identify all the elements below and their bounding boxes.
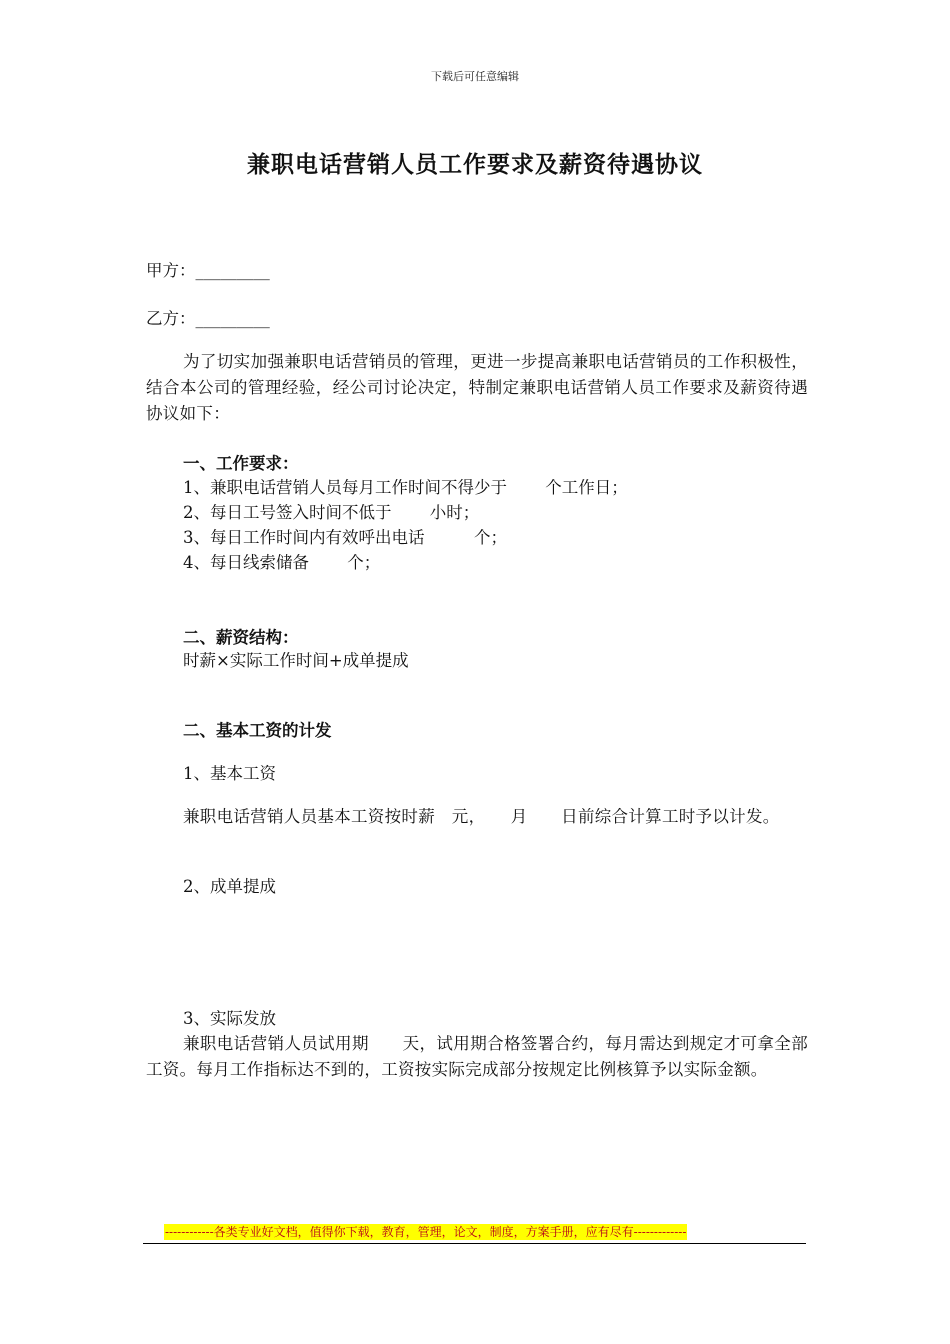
requirement-item: 4、每日线索储备 个； [183, 553, 381, 572]
section-work-requirements-heading: 一、工作要求： [183, 454, 299, 473]
intro-paragraph: 为了切实加强兼职电话营销员的管理，更进一步提高兼职电话营销员的工作积极性，结合本公司的管理经验，经公司讨论决定，特制定兼职电话营销人员工作要求及薪资待遇协议如下： [146, 352, 808, 423]
subsection-actual-payment-title: 3、实际发放 [183, 1009, 276, 1028]
section-salary-structure-heading: 二、薪资结构： [183, 628, 299, 647]
party-a-line: 甲方：_________ [146, 261, 270, 280]
party-b-line: 乙方：_________ [146, 309, 270, 328]
requirement-item: 2、每日工号签入时间不低于 小时； [183, 503, 480, 522]
requirement-item: 3、每日工作时间内有效呼出电话 个； [183, 528, 507, 547]
actual-payment-paragraph: 兼职电话营销人员试用期 天，试用期合格签署合约，每月需达到规定才可拿全部工资。每月工作指标达不到的，工资按实际完成部分按规定比例核算予以实际金额。 [146, 1034, 808, 1079]
footer-divider [143, 1243, 806, 1244]
document-title: 兼职电话营销人员工作要求及薪资待遇协议 [247, 151, 703, 178]
section-base-salary-heading: 二、基本工资的计发 [183, 721, 332, 740]
salary-formula: 时薪×实际工作时间+成单提成 [183, 651, 409, 670]
requirement-item: 1、兼职电话营销人员每月工作时间不得少于 个工作日； [183, 478, 628, 497]
footer-banner: ------------各类专业好文档，值得你下载，教育，管理，论文，制度，方案手册，应有尽有------------- [165, 1225, 687, 1239]
subsection-commission-title: 2、成单提成 [183, 877, 276, 896]
header-note: 下载后可任意编辑 [431, 70, 519, 83]
base-salary-paragraph: 兼职电话营销人员基本工资按时薪 元， 月 日前综合计算工时予以计发。 [183, 807, 780, 826]
subsection-base-salary-title: 1、基本工资 [183, 764, 276, 783]
